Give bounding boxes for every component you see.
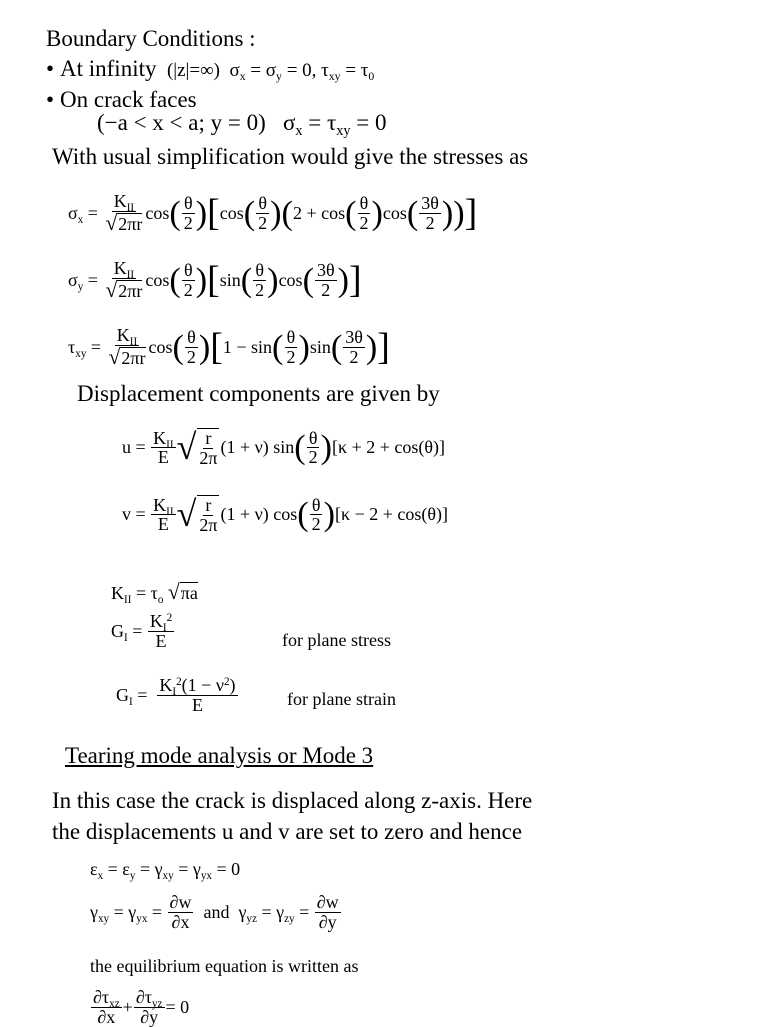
g-plane-strain-equation: $G_I$ = $\frac{K_I^2(1 - \nu^2)}{E}$ <box>116 675 236 715</box>
mode3-section-title: Tearing mode analysis or Mode 3 <box>65 743 374 768</box>
plane-strain-label: for plane strain <box>287 689 396 709</box>
stresses-intro: With usual simplification would give the stresses as <box>52 144 529 169</box>
bullet-icon: • <box>46 87 55 112</box>
crack-faces-equation: (−a < x < a; y = 0) $\sigma_x = \tau_{xy} = 0$ <box>97 110 387 139</box>
sigma-y-equation: $\sigma_y$ = $\frac{K_{II}}{√2\pi r}$ cos ( $\frac{\theta}{2}$ ) [ sin ( $\frac{\theta}{2}$ ) cos ( $\frac{3\theta}{2}$ ) ] <box>68 258 362 302</box>
equilibrium-text: the equilibrium equation is written as <box>90 956 359 976</box>
mode3-paragraph-line-1: In this case the crack is displaced along z-axis. Here <box>52 788 533 813</box>
u-displacement-equation: u = $\frac{K_{II}}{E}$ √ $\frac{r}{2\pi}$ (1 + ν) sin ( $\frac{\theta}{2}$ ) [κ + 2 + cos(θ)] <box>122 427 445 468</box>
v-displacement-equation: v = $\frac{K_{II}}{E}$ √ $\frac{r}{2\pi}$ (1 + ν) cos ( $\frac{\theta}{2}$ ) [κ − 2 + cos(θ)] <box>122 494 448 535</box>
tau-xy-equation: $\tau_{xy}$ = $\frac{K_{II}}{√2\pi r}$ cos ( $\frac{\theta}{2}$ ) [ 1 − sin ( $\frac{\theta}{2}$ ) sin ( $\frac{3\theta}{2}$ ) ] <box>68 325 390 369</box>
mode3-paragraph-line-2: the displacements u and v are set to zero and hence <box>52 819 523 844</box>
and-word: and <box>203 901 230 922</box>
equilibrium-equation: $\frac{\partial\tau_{xz}}{\partial x}$ + $\frac{\partial\tau_{yz}}{\partial y}$ = 0 <box>93 987 190 1027</box>
boundary-conditions-heading: Boundary Conditions : <box>46 26 256 51</box>
bullet-label: At infinity <box>60 56 157 81</box>
bullet-label: On crack faces <box>60 87 197 112</box>
sigma-x-equation: $\sigma_x$ = $\frac{K_{II}}{√2\pi r}$ cos ( $\frac{\theta}{2}$ ) [ cos ( $\frac{\theta}{2}$ ) ( 2 + cos ( $\frac{\theta}{2}$ ) cos ( $\frac{3\theta}{2}$ )) ] <box>68 191 478 235</box>
plane-stress-label: for plane stress <box>282 630 391 650</box>
strain-equation: $\varepsilon_x = \varepsilon_y = \gamma_{xy} = \gamma_{yx} = 0$ <box>90 859 241 882</box>
bullet-icon: • <box>46 56 55 81</box>
k2-equation: $K_{II} = \tau_o$ √πa <box>111 580 198 606</box>
g-plane-stress-equation: $G_I$ = $\frac{K_I^2}{E}$ <box>111 611 173 651</box>
displacement-intro: Displacement components are given by <box>77 381 440 406</box>
bullet-at-infinity <box>46 56 374 82</box>
shear-strain-equation: $\gamma_{xy} = \gamma_{yx}$ = $\frac{\partial w}{\partial x}$ and $\gamma_{yz} = \gamma_{zy}$ = $\frac{\partial w}{\partial y}$ <box>90 892 339 932</box>
infinity-condition: (|z|=∞) $\sigma_x = \sigma_y = 0$, $\tau_{xy} = \tau_0$ <box>162 60 375 84</box>
